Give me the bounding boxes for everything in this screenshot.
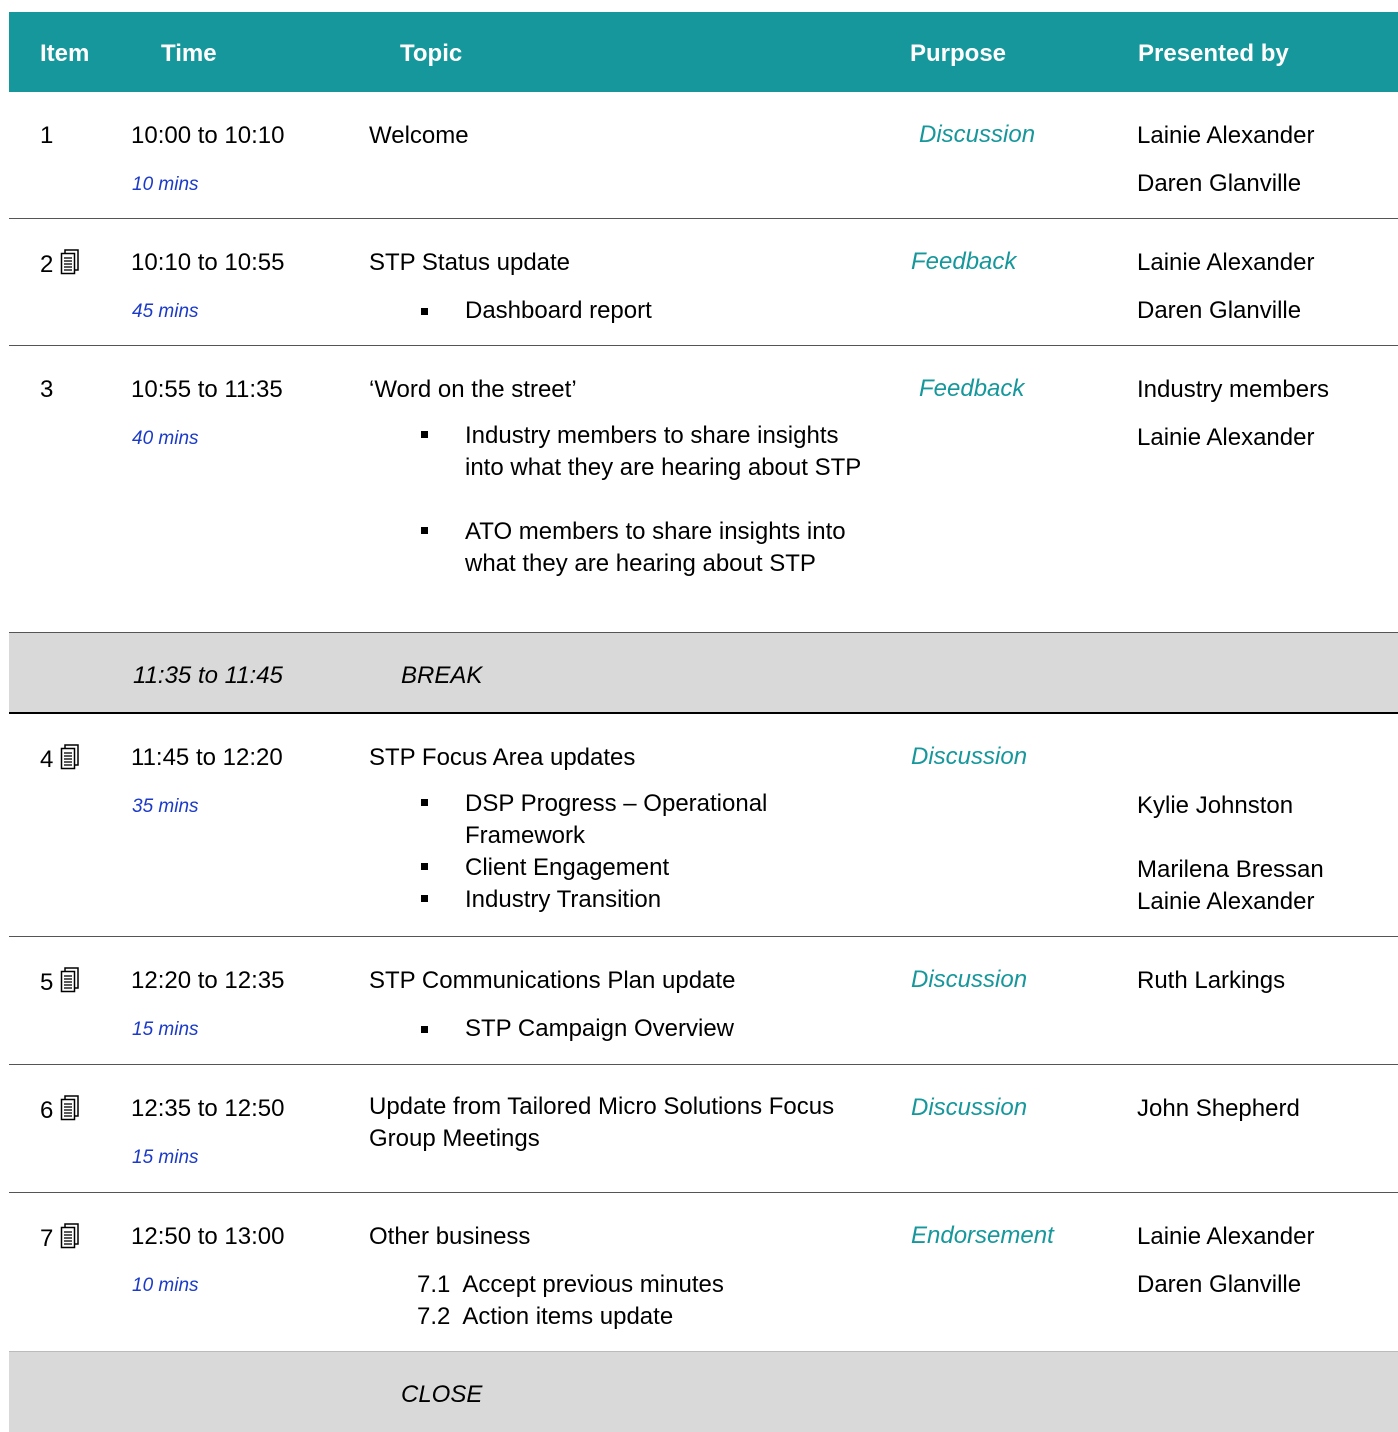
duration: 10 mins	[132, 1275, 199, 1296]
time-range: 10:55 to 11:35	[131, 376, 283, 403]
item-number	[40, 1095, 80, 1125]
time-range: 11:45 to 12:20	[131, 744, 283, 771]
header-topic: Topic	[400, 40, 463, 67]
agenda-row-5	[9, 937, 1398, 1065]
presenter: John Shepherd	[1137, 1095, 1300, 1122]
presenter: Ruth Larkings	[1137, 967, 1286, 994]
item-number-text: 6	[40, 1097, 54, 1124]
document-icon[interactable]	[60, 1223, 80, 1249]
break-label: BREAK	[401, 662, 483, 689]
agenda-row-2	[9, 219, 1398, 346]
presenter: Lainie Alexander	[1137, 888, 1315, 915]
header-time: Time	[161, 40, 217, 67]
sub-item: 7.2 Action items update	[417, 1303, 674, 1330]
item-number	[40, 249, 80, 279]
topic: Welcome	[369, 122, 469, 149]
item-number-text: 2	[40, 251, 54, 278]
close-row	[9, 1352, 1398, 1432]
presenter: Lainie Alexander	[1137, 424, 1315, 451]
duration: 35 mins	[132, 796, 199, 817]
bullet-item: DSP Progress – Operational Framework	[465, 788, 865, 852]
duration: 40 mins	[132, 428, 199, 449]
duration: 45 mins	[132, 301, 199, 322]
agenda-row-4	[9, 714, 1398, 937]
time-range: 12:20 to 12:35	[131, 967, 285, 994]
document-icon[interactable]	[60, 1095, 80, 1121]
item-number-text: 7	[40, 1225, 54, 1252]
duration: 10 mins	[132, 174, 199, 195]
table-header	[9, 12, 1398, 92]
time-range: 12:50 to 13:00	[131, 1223, 285, 1250]
bullet-item: Industry Transition	[465, 884, 865, 916]
purpose: Feedback	[911, 248, 1017, 275]
header-item: Item	[40, 40, 90, 67]
purpose: Endorsement	[911, 1222, 1054, 1249]
presenter: Kylie Johnston	[1137, 792, 1294, 819]
topic: Other business	[369, 1223, 531, 1250]
document-icon[interactable]	[60, 249, 80, 275]
topic: STP Focus Area updates	[369, 744, 636, 771]
item-number	[40, 744, 80, 774]
purpose: Discussion	[911, 1094, 1028, 1121]
topic: ‘Word on the street’	[369, 376, 577, 403]
agenda-row-3	[9, 346, 1398, 633]
duration: 15 mins	[132, 1019, 199, 1040]
bullet-item: STP Campaign Overview	[465, 1015, 734, 1042]
presenter: Daren Glanville	[1137, 1271, 1302, 1298]
presenter: Daren Glanville	[1137, 170, 1302, 197]
header-purpose: Purpose	[910, 40, 1007, 67]
agenda-row-7	[9, 1193, 1398, 1352]
bullet-item: ATO members to share insights into what they are hearing about STP	[465, 516, 865, 580]
presenter: Daren Glanville	[1137, 297, 1302, 324]
agenda-table	[9, 12, 1398, 1432]
purpose: Discussion	[911, 743, 1028, 770]
time-range: 12:35 to 12:50	[131, 1095, 285, 1122]
topic: STP Communications Plan update	[369, 967, 736, 994]
agenda-row-1	[9, 92, 1398, 219]
presenter: Lainie Alexander	[1137, 249, 1315, 276]
header-presented-by: Presented by	[1138, 40, 1289, 67]
item-number	[40, 967, 80, 997]
item-number: 3	[40, 376, 54, 403]
sub-item: 7.1 Accept previous minutes	[417, 1271, 724, 1298]
purpose: Feedback	[919, 375, 1025, 402]
break-time: 11:35 to 11:45	[133, 662, 283, 689]
purpose: Discussion	[911, 966, 1028, 993]
presenter: Industry members	[1137, 376, 1330, 403]
agenda-row-6	[9, 1065, 1398, 1193]
item-number	[40, 1223, 80, 1253]
item-number: 1	[40, 122, 54, 149]
bullet-item: Dashboard report	[465, 297, 652, 324]
document-icon[interactable]	[60, 744, 80, 770]
item-number-text: 5	[40, 969, 54, 996]
break-row	[9, 633, 1398, 714]
bullet-item: Client Engagement	[465, 852, 865, 884]
time-range: 10:00 to 10:10	[131, 122, 285, 149]
presenter: Lainie Alexander	[1137, 122, 1315, 149]
bullet-item: Industry members to share insights into what they are hearing about STP	[465, 420, 865, 484]
item-number-text: 4	[40, 746, 54, 773]
document-icon[interactable]	[60, 967, 80, 993]
presenter: Marilena Bressan	[1137, 856, 1324, 883]
presenter: Lainie Alexander	[1137, 1223, 1315, 1250]
purpose: Discussion	[919, 121, 1036, 148]
topic: Update from Tailored Micro Solutions Focus Group Meetings	[369, 1093, 835, 1152]
close-label: CLOSE	[401, 1381, 483, 1408]
duration: 15 mins	[132, 1147, 199, 1168]
time-range: 10:10 to 10:55	[131, 249, 285, 276]
topic: STP Status update	[369, 249, 571, 276]
